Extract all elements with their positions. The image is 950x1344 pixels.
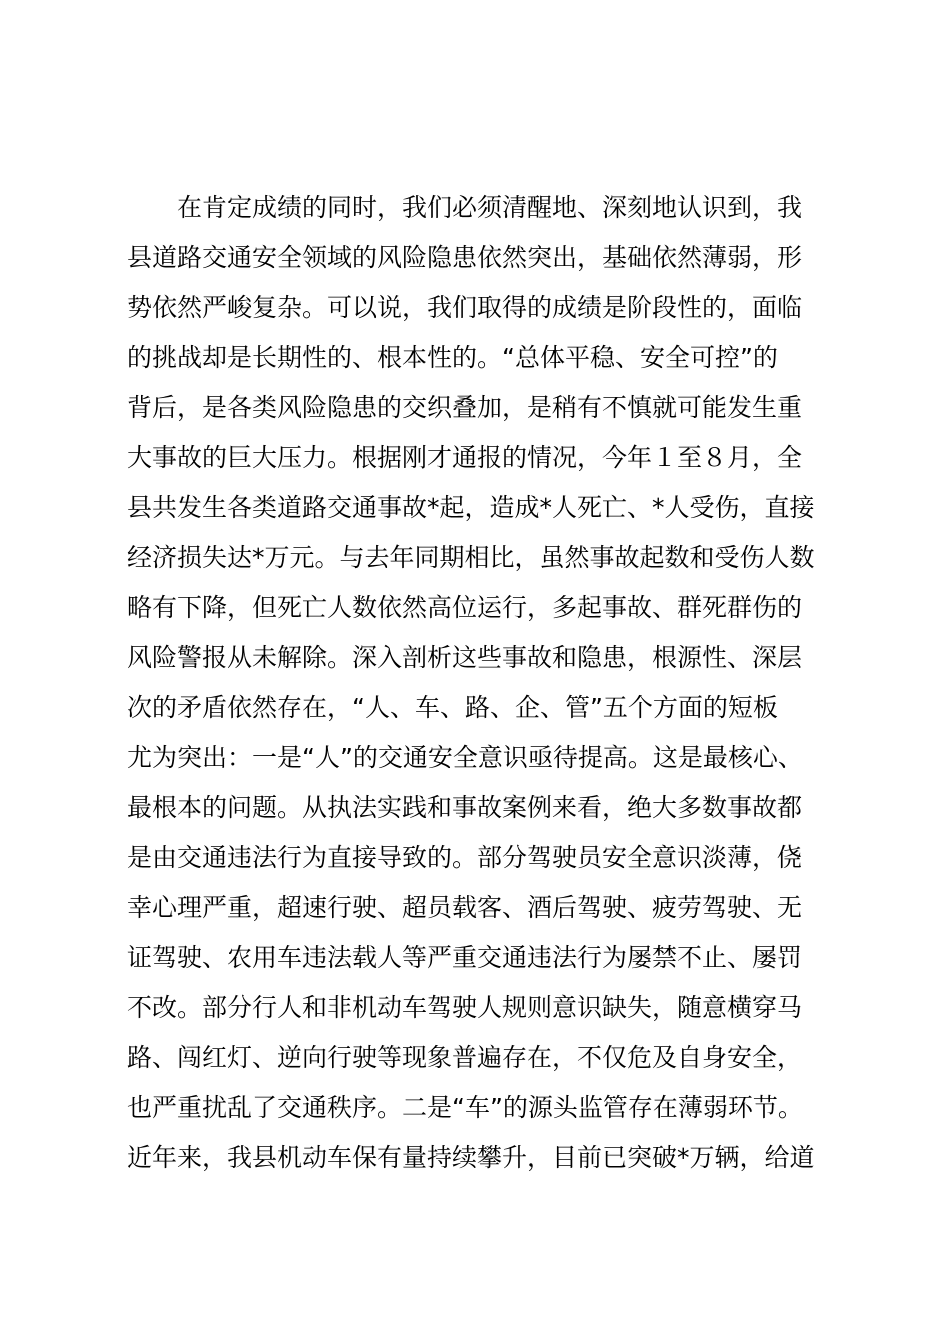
text-line: 最根本的问题。从执法实践和事故案例来看，绝大多数事故都 [127,793,803,822]
text-line: 幸心理严重，超速行驶、超员载客、酒后驾驶、疲劳驾驶、无 [127,893,803,922]
text-line: 也严重扰乱了交通秩序。二是“车”的源头监管存在薄弱环节。 [127,1093,803,1122]
text-line: 证驾驶、农用车违法载人等严重交通违法行为屡禁不止、屡罚 [127,943,803,972]
text-line: 尤为突出：一是“人”的交通安全意识亟待提高。这是最核心、 [127,743,803,772]
text-line: 县道路交通安全领域的风险隐患依然突出，基础依然薄弱，形 [127,243,803,272]
text-line: 县共发生各类道路交通事故*起，造成*人死亡、*人受伤，直接 [127,493,815,522]
text-line: 背后，是各类风险隐患的交织叠加，是稍有不慎就可能发生重 [127,393,803,422]
body-paragraph [127,183,847,1183]
text-line: 在肯定成绩的同时，我们必须清醒地、深刻地认识到，我 [177,193,803,222]
text-line: 是由交通违法行为直接导致的。部分驾驶员安全意识淡薄，侥 [127,843,803,872]
text-line: 路、闯红灯、逆向行驶等现象普遍存在，不仅危及自身安全， [127,1043,803,1072]
text-line: 经济损失达*万元。与去年同期相比，虽然事故起数和受伤人数 [127,543,815,572]
text-line: 的挑战却是长期性的、根本性的。“总体平稳、安全可控”的 [127,343,778,372]
text-line: 不改。部分行人和非机动车驾驶人规则意识缺失，随意横穿马 [127,993,803,1022]
text-line: 大事故的巨大压力。根据刚才通报的情况，今年１至８月，全 [127,443,803,472]
text-line: 次的矛盾依然存在，“人、车、路、企、管”五个方面的短板 [127,693,778,722]
text-line: 风险警报从未解除。深入剖析这些事故和隐患，根源性、深层 [127,643,803,672]
text-line: 近年来，我县机动车保有量持续攀升，目前已突破*万辆，给道 [127,1143,815,1172]
text-line: 略有下降，但死亡人数依然高位运行，多起事故、群死群伤的 [127,593,803,622]
text-line: 势依然严峻复杂。可以说，我们取得的成绩是阶段性的，面临 [127,293,803,322]
